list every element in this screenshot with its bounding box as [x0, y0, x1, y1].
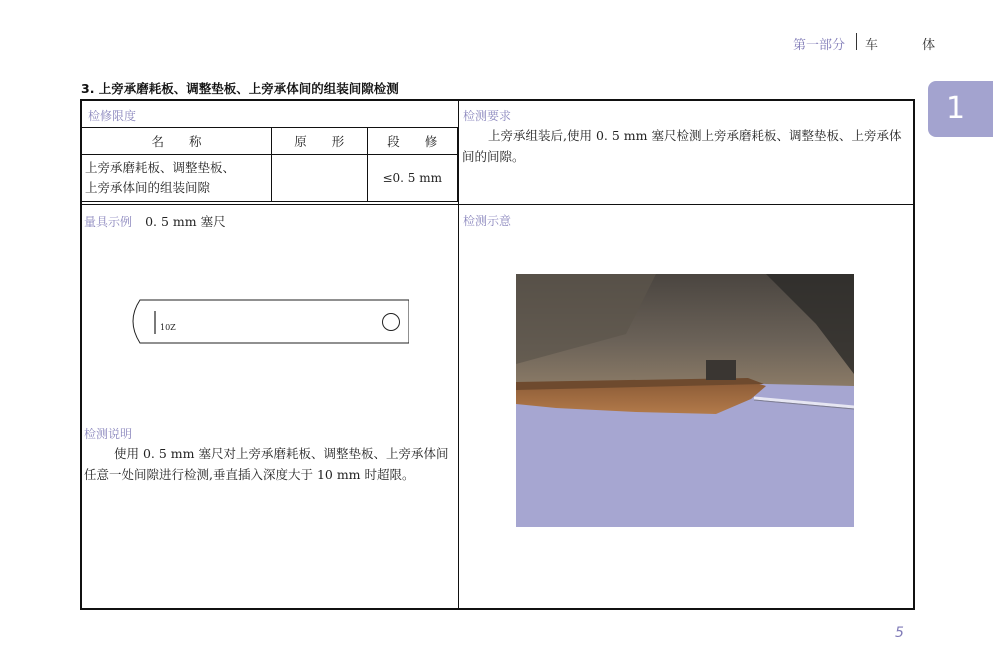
table-row [82, 155, 458, 202]
table-header-name: 名 称 [82, 128, 272, 155]
table-header-repair: 段 修 [367, 128, 458, 155]
page-number: 5 [895, 625, 904, 641]
tool-example-line [84, 211, 226, 232]
section-title: 3. 上旁承磨耗板、调整垫板、上旁承体间的组装间隙检测 [81, 81, 399, 96]
tool-example-name: 0. 5 mm 塞尺 [145, 214, 226, 229]
feeler-gauge-outline [133, 300, 409, 343]
inspection-photo [516, 274, 854, 527]
column-divider [458, 99, 459, 608]
table-cell-name-line2: 上旁承体间的组装间隙 [85, 180, 211, 195]
diagram-label: 检测示意 [463, 214, 512, 228]
feeler-gauge-hole [383, 314, 400, 331]
feeler-gauge-drawing [130, 299, 409, 344]
chapter-tab [928, 81, 993, 137]
description-label: 检测说明 [84, 427, 133, 441]
bolt-block [706, 360, 736, 380]
requirements-label: 检测要求 [463, 109, 512, 123]
feeler-gauge-marking: 10Z [160, 323, 176, 332]
table-cell-name-line1: 上旁承磨耗板、调整垫板、 [85, 160, 236, 175]
header-chapter-label: 车 体 [865, 38, 956, 53]
table-header-row [82, 128, 458, 155]
limits-table [81, 127, 458, 202]
row-divider [80, 204, 913, 205]
tool-example-label: 量具示例 [84, 215, 133, 229]
limits-label: 检修限度 [88, 109, 137, 123]
table-header-original: 原 形 [272, 128, 368, 155]
chapter-tab-number: 1 [946, 91, 966, 126]
header-separator [856, 33, 857, 50]
header-part-label: 第一部分 [793, 38, 846, 53]
table-cell-name [82, 155, 272, 202]
description-text: 使用 0. 5 mm 塞尺对上旁承磨耗板、调整垫板、上旁承体间任意一处间隙进行检测,垂直插入深度大于 10 mm 时超限。 [84, 446, 449, 482]
table-cell-original [272, 155, 368, 202]
requirements-text: 上旁承组装后,使用 0. 5 mm 塞尺检测上旁承磨耗板、调整垫板、上旁承体间的间隙。 [462, 128, 902, 164]
table-cell-repair: ≤0. 5 mm [367, 155, 458, 202]
